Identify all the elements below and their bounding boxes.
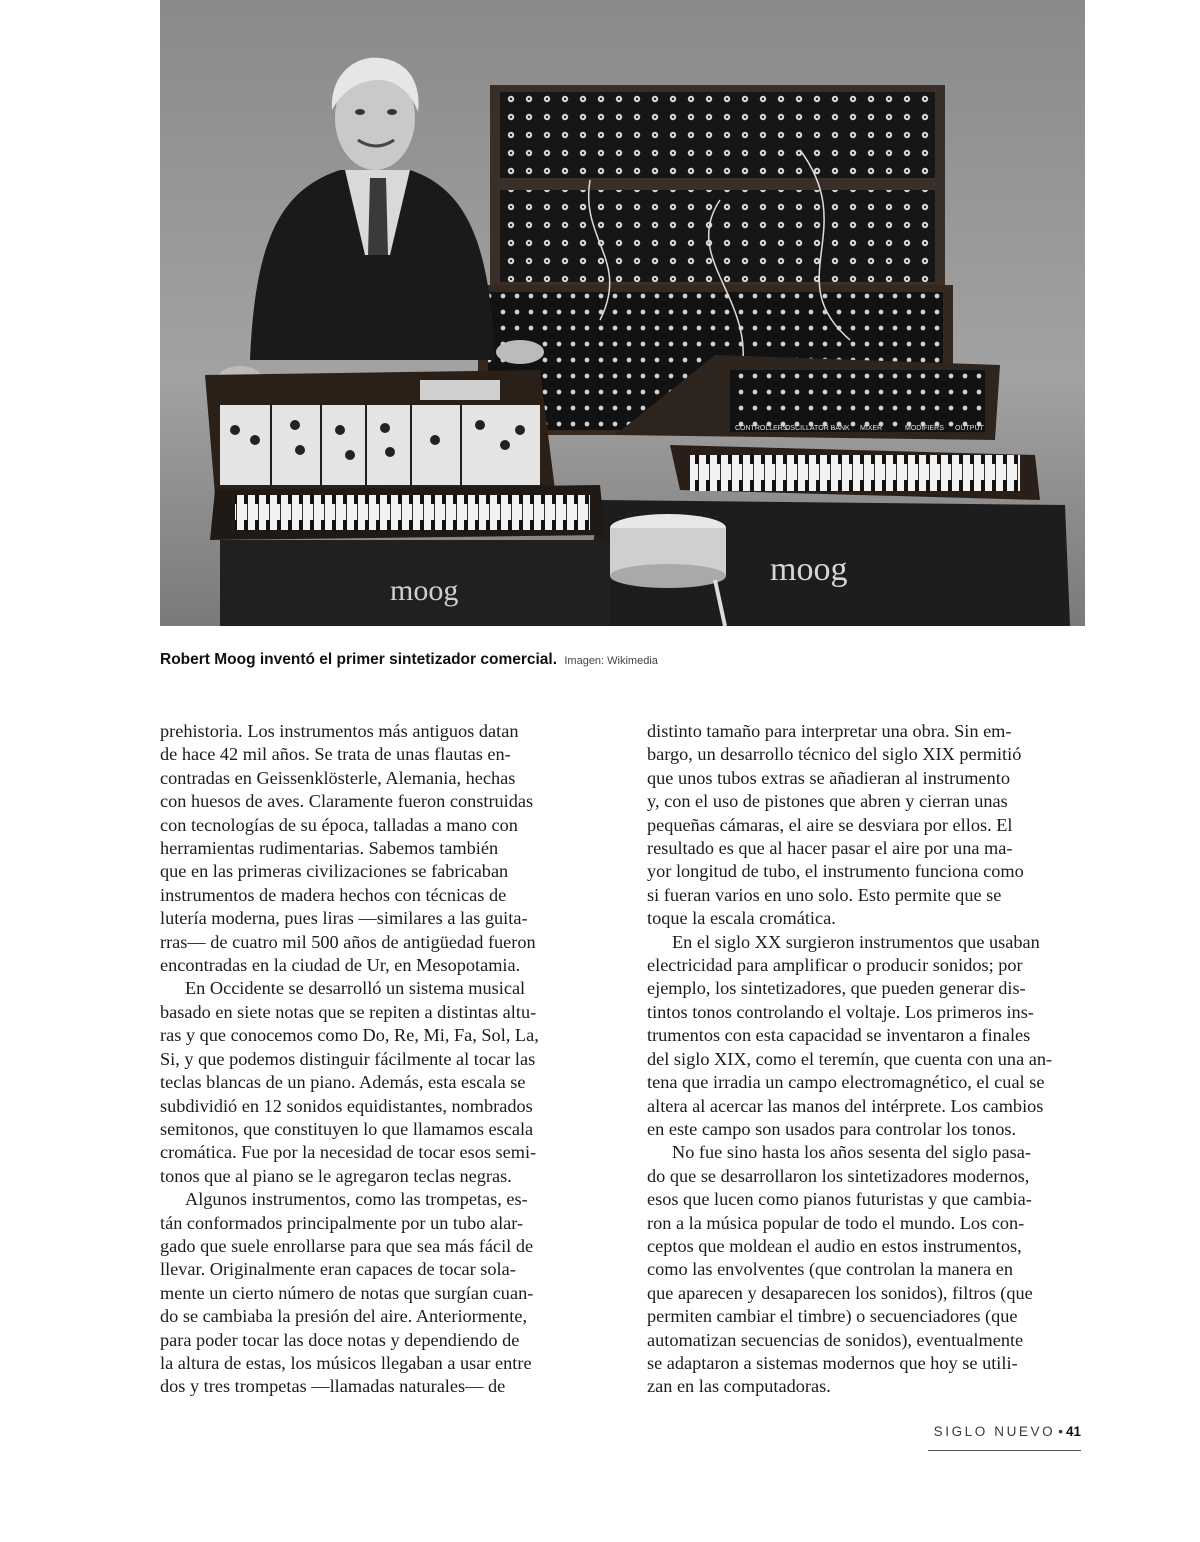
- moog-logo-left: moog: [390, 574, 459, 607]
- text-line: dos y tres trompetas —llamadas naturales— de: [160, 1376, 506, 1397]
- text-line: toque la escala cromática.: [647, 908, 836, 929]
- text-line: prehistoria. Los instrumentos más antiguos datan: [160, 721, 519, 741]
- paragraph: [647, 1141, 1083, 1398]
- article-column-right: [647, 720, 1083, 1399]
- text-line: encontradas en la ciudad de Ur, en Mesopotamia.: [160, 955, 521, 976]
- moog-logo-right: moog: [770, 551, 848, 588]
- text-line: ejemplo, los sintetizadores, que pueden generar dis-: [647, 978, 1026, 999]
- text-line: y, con el uso de pistones que abren y cierran unas: [647, 791, 1008, 812]
- text-line: mente un cierto número de notas que surgían cuan-: [160, 1282, 534, 1303]
- caption-credit: Imagen: Wikimedia: [564, 655, 658, 667]
- paragraph: [160, 720, 596, 977]
- text-line: subdividió en 12 sonidos equidistantes, nombrados: [160, 1095, 533, 1116]
- text-line: para poder tocar las doce notas y dependiendo de: [160, 1329, 520, 1350]
- panel-label: OUTPUT: [955, 425, 984, 432]
- text-line: tán conformados principalmente por un tubo alar-: [160, 1212, 524, 1233]
- text-line: En el siglo XX surgieron instrumentos que usaban: [672, 931, 1040, 952]
- text-line: trumentos con esta capacidad se inventaron a finales: [647, 1025, 1031, 1046]
- page-footer: [928, 1424, 1081, 1439]
- text-line: basado en siete notas que se repiten a distintas altu-: [160, 1001, 537, 1022]
- paragraph: [647, 720, 1083, 931]
- text-line: do se cambiaba la presión del aire. Anteriormente,: [160, 1306, 528, 1327]
- text-line: que unos tubos extras se añadieran al instrumento: [647, 767, 1010, 788]
- text-line: semitonos, que constituyen lo que llamamos escala: [160, 1118, 534, 1139]
- paragraph: [160, 1188, 596, 1399]
- text-line: distinto tamaño para interpretar una obra. Sin em-: [647, 721, 1012, 741]
- text-line: En Occidente se desarrolló un sistema musical: [185, 978, 526, 999]
- text-line: teclas blancas de un piano. Además, esta escala se: [160, 1072, 526, 1093]
- photo-illustration: [160, 0, 1085, 626]
- text-line: contradas en Geissenklösterle, Alemania, hechas: [160, 767, 516, 788]
- text-line: tena que irradia un campo electromagnético, el cual se: [647, 1072, 1045, 1093]
- text-line: del siglo XIX, como el teremín, que cuenta con una an-: [647, 1048, 1053, 1069]
- text-line: zan en las computadoras.: [647, 1376, 831, 1397]
- panel-label: MODIFIERS: [905, 425, 944, 432]
- text-line: electricidad para amplificar o producir sonidos; por: [647, 955, 1023, 976]
- text-line: No fue sino hasta los años sesenta del siglo pasa-: [672, 1142, 1031, 1163]
- footer-separator: •: [1058, 1424, 1063, 1439]
- text-line: resultado es que al hacer pasar el aire por una ma-: [647, 838, 1013, 859]
- text-line: bargo, un desarrollo técnico del siglo XIX permitió: [647, 744, 1022, 765]
- text-line: se adaptaron a sistemas modernos que hoy se utili-: [647, 1352, 1018, 1373]
- paragraph: [647, 931, 1083, 1142]
- caption-text: Robert Moog inventó el primer sintetizador comercial.: [160, 651, 558, 668]
- text-line: instrumentos de madera hechos con técnicas de: [160, 884, 507, 905]
- text-line: gado que suele enrollarse para que sea más fácil de: [160, 1235, 534, 1256]
- paragraph: [160, 977, 596, 1188]
- panel-label: CONTROLLERS: [735, 425, 788, 432]
- text-line: ron a la música popular de todo el mundo. Los con-: [647, 1212, 1025, 1233]
- text-line: que en las primeras civilizaciones se fabricaban: [160, 861, 509, 882]
- photo-caption: [160, 650, 1085, 671]
- text-line: llevar. Originalmente eran capaces de tocar sola-: [160, 1259, 516, 1280]
- text-line: ras y que conocemos como Do, Re, Mi, Fa, Sol, La,: [160, 1025, 539, 1046]
- text-line: Si, y que podemos distinguir fácilmente al tocar las: [160, 1048, 536, 1069]
- text-line: de hace 42 mil años. Se trata de unas flautas en-: [160, 744, 511, 765]
- text-line: tintos tonos controlando el voltaje. Los primeros ins-: [647, 1001, 1034, 1022]
- article-column-left: [160, 720, 596, 1399]
- text-line: pequeñas cámaras, el aire se desviara por ellos. El: [647, 814, 1013, 835]
- text-line: ceptos que moldean el audio en estos instrumentos,: [647, 1235, 1022, 1256]
- text-line: con huesos de aves. Claramente fueron construidas: [160, 791, 534, 812]
- text-line: yor longitud de tubo, el instrumento funciona como: [647, 861, 1024, 882]
- panel-label: MIXER: [860, 425, 883, 432]
- magazine-name: SIGLO NUEVO: [933, 1424, 1056, 1439]
- text-line: que aparecen y desaparecen los sonidos), filtros (que: [647, 1282, 1033, 1303]
- page-number: 41: [1065, 1424, 1081, 1439]
- text-line: automatizan secuencias de sonidos), eventualmente: [647, 1329, 1024, 1350]
- text-line: la altura de estas, los músicos llegaban a usar entre: [160, 1352, 532, 1373]
- footer-rule: [928, 1450, 1081, 1451]
- panel-label: OSCILLATOR BANK: [785, 425, 850, 432]
- text-line: Algunos instrumentos, como las trompetas, es-: [185, 1189, 528, 1210]
- text-line: con tecnologías de su época, talladas a mano con: [160, 814, 518, 835]
- text-line: do que se desarrollaron los sintetizadores modernos,: [647, 1165, 1030, 1186]
- text-line: en este campo son usados para controlar los tonos.: [647, 1118, 1017, 1139]
- text-line: tonos que al piano se le agregaron teclas negras.: [160, 1165, 512, 1186]
- text-line: esos que lucen como pianos futuristas y que cambia-: [647, 1189, 1032, 1210]
- text-line: herramientas rudimentarias. Sabemos también: [160, 838, 499, 859]
- text-line: si fueran varios en uno solo. Esto permite que se: [647, 884, 1002, 905]
- text-line: como las envolventes (que controlan la manera en: [647, 1259, 1013, 1280]
- text-line: rras— de cuatro mil 500 años de antigüedad fueron: [160, 931, 536, 952]
- moog-synthesizer-photo: [160, 0, 1085, 626]
- text-line: altera al acercar las manos del intérprete. Los cambios: [647, 1095, 1044, 1116]
- text-line: lutería moderna, pues liras —similares a las guita-: [160, 908, 528, 929]
- text-line: cromática. Fue por la necesidad de tocar esos semi-: [160, 1142, 537, 1163]
- text-line: permiten cambiar el timbre) o secuenciadores (que: [647, 1306, 1018, 1327]
